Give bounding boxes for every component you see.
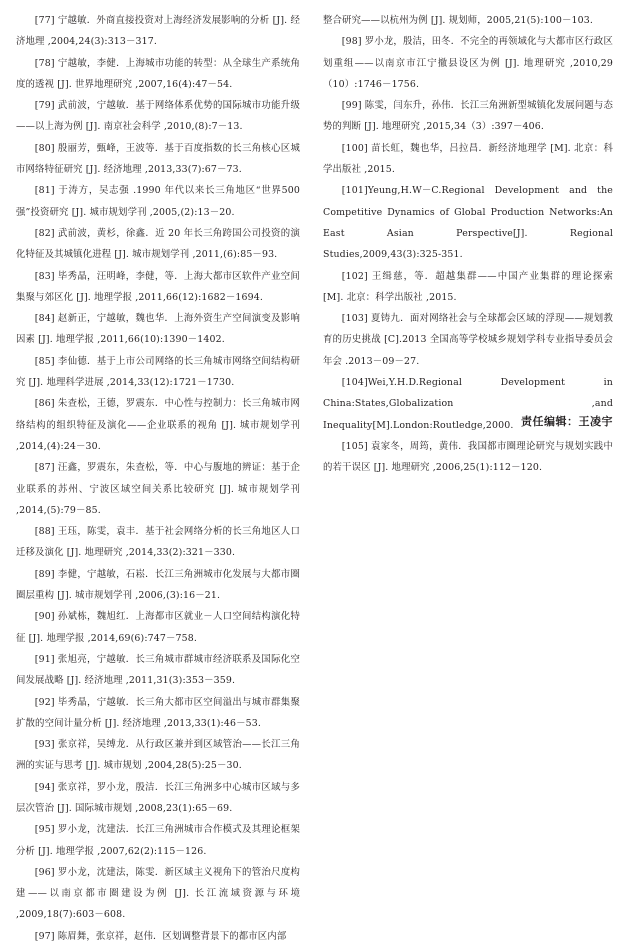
reference-item: [98] 罗小龙，殷洁，田冬．不完全的再领域化与大都市区行政区划重组——以南京市江宁撤县设区为例 [J]. 地理研究 ,2010,29（10）:1746－1756. — [323, 36, 613, 90]
reference-item: [87] 汪鑫，罗震东，朱查松，等．中心与腹地的辨证：基于企业联系的苏州、宁波区域空间关系比较研究 [J]. 城市规划学刊 ,2014,(5):79－85. — [16, 462, 300, 516]
editor-credit — [323, 410, 613, 429]
reference-item: [90] 孙斌栋，魏旭红．上海都市区就业－人口空间结构演化特征 [J]. 地理学报 ,2014,69(6):747－758. — [16, 611, 300, 644]
reference-item: [86] 朱查松，王德，罗震东．中心性与控制力：长三角城市网络结构的组织特征及演化——企业联系的视角 [J]. 城市规划学刊 ,2014,(4):24－30. — [16, 398, 300, 452]
reference-item: [97] 陈眉舞，张京祥，赵伟．区划调整背景下的都市区内部 — [34, 930, 287, 942]
left-reference-column — [16, 0, 300, 947]
reference-item: [96] 罗小龙，沈建法，陈雯．新区域主义视角下的管治尺度构建——以南京都市圈建设为例 [J]. 长江流域资源与环境 ,2009,18(7):603－608. — [16, 866, 300, 921]
reference-item: [101]Yeung,H.W－C.Regional Development and the Competitive Dynamics of Global Production Networks:An East Asian Perspective[J]. Regional Studies,2009,43(3):325-351. — [323, 185, 613, 261]
reference-item: [88] 王珏，陈雯，袁丰．基于社会网络分析的长三角地区人口迁移及演化 [J]. 地理研究 ,2014,33(2):321－330. — [16, 526, 300, 559]
reference-item: [78] 宁越敏，李健．上海城市功能的转型：从全球生产系统角度的透视 [J]. 世界地理研究 ,2007,16(4):47－54. — [16, 57, 300, 90]
responsible-editor-label: 责任编辑：王凌宇 — [521, 415, 613, 428]
reference-item: [82] 武前波，黄杉，徐鑫．近 20 年长三角跨国公司投资的演化特征及其城镇化进程 [J]. 城市规划学刊 ,2011,(6):85－93. — [16, 227, 300, 261]
reference-item: [91] 张旭亮，宁越敏．长三角城市群城市经济联系及国际化空间发展战略 [J]. 经济地理 ,2011,31(3):353－359. — [16, 653, 300, 687]
reference-item: [100] 苗长虹，魏也华，吕拉昌．新经济地理学 [M]. 北京：科学出版社 ,2015. — [323, 142, 613, 176]
reference-item: [89] 李健，宁越敏，石崧．长江三角洲城市化发展与大都市圈圈层重构 [J]. 城市规划学刊 ,2006,(3):16－21. — [16, 568, 300, 602]
reference-item: [81] 于涛方，吴志强 .1990 年代以来长三角地区“世界500强”投资研究 [J]. 城市规划学刊 ,2005,(2):13－20. — [16, 185, 300, 218]
reference-item: [93] 张京祥，吴缚龙．从行政区兼并到区域管治——长江三角洲的实证与思考 [J]. 城市规划 ,2004,28(5):25－30. — [16, 739, 300, 772]
reference-item: [104]Wei,Y.H.D.Regional Development in China:States,Globalization ,and Inequality[M].London:Routledge,2000. — [323, 377, 613, 431]
reference-item: [94] 张京祥，罗小龙，殷洁．长江三角洲多中心城市区域与多层次管治 [J]. 国际城市规划 ,2008,23(1):65－69. — [16, 781, 300, 814]
reference-item: [92] 毕秀晶，宁越敏．长三角大都市区空间溢出与城市群集聚扩散的空间计量分析 [J]. 经济地理 ,2013,33(1):46－53. — [16, 696, 300, 729]
reference-item: [105] 袁家冬，周筠，黄伟．我国都市圈理论研究与规划实践中的若干误区 [J]. 地理研究 ,2006,25(1):112－120. — [323, 440, 613, 474]
reference-item: [102] 王缉慈，等．超越集群——中国产业集群的理论探索 [M]. 北京：科学出版社 ,2015. — [323, 270, 613, 303]
right-reference-column — [323, 0, 613, 479]
reference-item: [77] 宁越敏．外商直接投资对上海经济发展影响的分析 [J]. 经济地理 ,2004,24(3):313－317. — [16, 15, 300, 48]
reference-item: [79] 武前波，宁越敏．基于网络体系优势的国际城市功能升级——以上海为例 [J]. 南京社会科学 ,2010,(8):7－13. — [16, 100, 300, 133]
reference-item-continuation: 整合研究——以杭州为例 [J]. 规划师，2005,21(5):100－103. — [323, 15, 593, 26]
reference-item: [85] 李仙德．基于上市公司网络的长三角城市网络空间结构研究 [J]. 地理科学进展 ,2014,33(12):1721－1730. — [16, 355, 300, 389]
reference-item: [103] 夏铸九．面对网络社会与全球都会区域的浮现——规划教育的历史挑战 [C].2013 全国高等学校城乡规划学科专业指导委员会年会 .2013－09－27. — [323, 313, 613, 367]
reference-item: [84] 赵新正，宁越敏，魏也华．上海外资生产空间演变及影响因素 [J]. 地理学报 ,2011,66(10):1390－1402. — [16, 313, 300, 346]
reference-item: [80] 殷丽芳，甄峰，王波等．基于百度指数的长三角核心区城市网络特征研究 [J]. 经济地理 ,2013,33(7):67－73. — [16, 142, 300, 176]
reference-item: [83] 毕秀晶，汪明峰，李健，等．上海大都市区软件产业空间集聚与郊区化 [J]. 地理学报 ,2011,66(12):1682－1694. — [16, 270, 300, 303]
reference-item: [95] 罗小龙，沈建法．长江三角洲城市合作模式及其理论框架分析 [J]. 地理学报 ,2007,62(2):115－126. — [16, 824, 300, 857]
reference-item: [99] 陈雯，闫东升，孙伟．长江三角洲新型城镇化发展问题与态势的判断 [J]. 地理研究 ,2015,34（3）:397－406. — [323, 100, 613, 133]
